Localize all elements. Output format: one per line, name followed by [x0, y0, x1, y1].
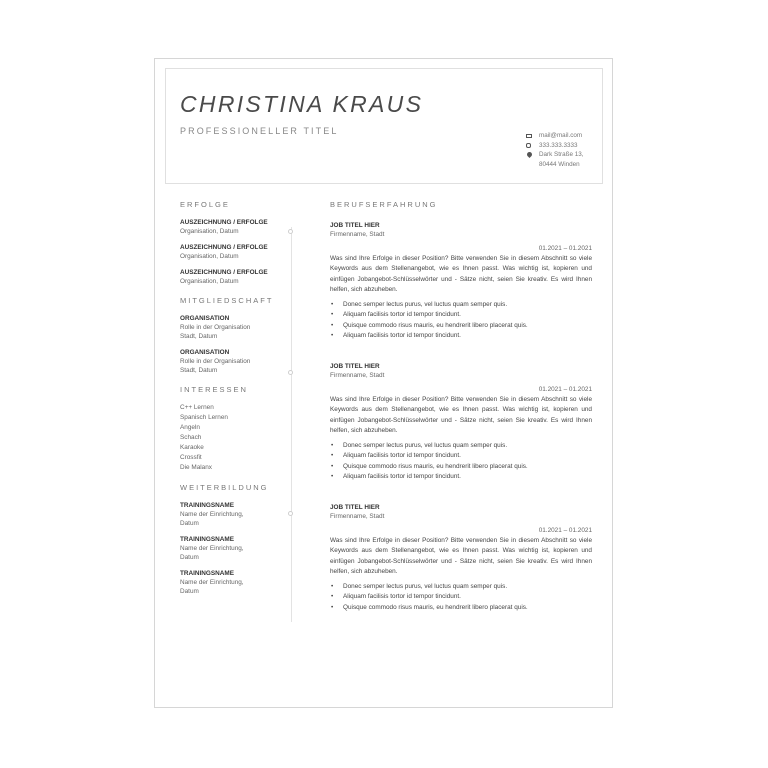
membership-entry: [180, 314, 295, 341]
interest-item: Angeln: [180, 424, 200, 431]
job-bullet: • Quisque commodo risus mauris, eu hendrerit libero placerat quis.: [330, 462, 592, 472]
job-company: Firmenname, Stadt: [330, 513, 385, 520]
achievement-detail: Organisation, Datum: [180, 253, 239, 260]
location-pin-icon: [526, 150, 539, 160]
interest-item: Crossfit: [180, 454, 202, 461]
job-bullet: • Aliquam facilisis tortor id tempor tincidunt.: [330, 451, 592, 461]
training-entry: [180, 535, 295, 562]
job-title: JOB TITEL HIER: [330, 363, 380, 370]
membership-entry: [180, 348, 295, 375]
contact-email-row: [526, 131, 583, 141]
achievement-title: AUSZEICHNUNG / ERFOLGE: [180, 219, 268, 226]
job-entry: [330, 503, 592, 613]
mail-icon: [526, 131, 539, 141]
job-entry: [330, 362, 592, 503]
contact-address-row: [526, 150, 583, 169]
section-heading-interests: INTERESSEN: [180, 385, 248, 394]
resume-page: [154, 58, 613, 708]
training-institution: Name der Einrichtung,: [180, 579, 244, 586]
training-entry: [180, 569, 295, 596]
training-entry: [180, 501, 295, 528]
interest-item: Spanisch Lernen: [180, 414, 228, 421]
membership-role: Rolle in der Organisation: [180, 324, 251, 331]
section-heading-achievements: ERFOLGE: [180, 200, 230, 209]
achievement-detail: Organisation, Datum: [180, 228, 239, 235]
job-title: JOB TITEL HIER: [330, 222, 380, 229]
job-bullet: • Quisque commodo risus mauris, eu hendrerit libero placerat quis.: [330, 603, 592, 613]
training-date: Datum: [180, 588, 199, 595]
section-heading-training: WEITERBILDUNG: [180, 483, 269, 492]
job-date: 01.2021 – 01.2021: [538, 527, 592, 534]
training-institution: Name der Einrichtung,: [180, 511, 244, 518]
training-institution: Name der Einrichtung,: [180, 545, 244, 552]
job-entry: [330, 221, 592, 362]
job-description: Was sind Ihre Erfolge in dieser Position? Bitte verwenden Sie in diesem Abschnitt so viele Keywords aus dem Stellenangebot, wie es Ihnen passt. Was wichtig ist, kopieren und einfügen Jobangebot-Schlüsselwörter und - Sätze nicht, seien Sie kreativ. Es wird Ihnen helfen, sich abzuheben.: [330, 255, 592, 293]
achievement-entry: [180, 268, 295, 286]
job-bullet: • Donec semper lectus purus, vel luctus quam semper quis.: [330, 441, 592, 451]
interests-list: [180, 403, 295, 473]
job-bullet: • Quisque commodo risus mauris, eu hendrerit libero placerat quis.: [330, 321, 592, 331]
contact-phone-row: [526, 141, 583, 151]
job-title: JOB TITEL HIER: [330, 504, 380, 511]
job-date: 01.2021 – 01.2021: [538, 386, 592, 393]
achievement-detail: Organisation, Datum: [180, 278, 239, 285]
achievement-entry: [180, 243, 295, 261]
achievement-title: AUSZEICHNUNG / ERFOLGE: [180, 244, 268, 251]
job-company: Firmenname, Stadt: [330, 231, 385, 238]
interest-item: Die Malanx: [180, 464, 212, 471]
professional-title: PROFESSIONELLER TITEL: [180, 126, 339, 136]
job-description: Was sind Ihre Erfolge in dieser Position? Bitte verwenden Sie in diesem Abschnitt so viele Keywords aus dem Stellenangebot, wie es Ihnen passt. Was wichtig ist, kopieren und einfügen Jobangebot-Schlüsselwörter und - Sätze nicht, seien Sie kreativ. Es wird Ihnen helfen, sich abzuheben.: [330, 537, 592, 575]
interest-item: C++ Lernen: [180, 404, 214, 411]
membership-date: Stadt, Datum: [180, 367, 218, 374]
training-date: Datum: [180, 520, 199, 527]
contact-address-line2: 80444 Winden: [539, 160, 580, 168]
contact-phone: 333.333.3333: [539, 141, 578, 149]
section-heading-experience: BERUFSERFAHRUNG: [330, 200, 438, 209]
job-bullet: • Aliquam facilisis tortor id tempor tincidunt.: [330, 592, 592, 602]
job-bullet: • Aliquam facilisis tortor id tempor tincidunt.: [330, 310, 592, 320]
right-column: [330, 200, 592, 613]
job-description: Was sind Ihre Erfolge in dieser Position? Bitte verwenden Sie in diesem Abschnitt so viele Keywords aus dem Stellenangebot, wie es Ihnen passt. Was wichtig ist, kopieren und einfügen Jobangebot-Schlüsselwörter und - Sätze nicht, seien Sie kreativ. Es wird Ihnen helfen, sich abzuheben.: [330, 396, 592, 434]
interest-item: Schach: [180, 434, 202, 441]
training-title: TRAININGSNAME: [180, 536, 234, 543]
job-bullet: • Aliquam facilisis tortor id tempor tincidunt.: [330, 331, 592, 341]
training-date: Datum: [180, 554, 199, 561]
phone-icon: [526, 141, 539, 151]
membership-date: Stadt, Datum: [180, 333, 218, 340]
left-column: [180, 200, 295, 603]
achievement-title: AUSZEICHNUNG / ERFOLGE: [180, 269, 268, 276]
job-date: 01.2021 – 01.2021: [538, 245, 592, 252]
section-heading-membership: MITGLIEDSCHAFT: [180, 296, 274, 305]
job-company: Firmenname, Stadt: [330, 372, 385, 379]
membership-title: ORGANISATION: [180, 315, 230, 322]
interest-item: Karaoke: [180, 444, 204, 451]
contact-block: [526, 131, 583, 169]
job-bullets: [330, 582, 592, 613]
contact-address-line1: Dark Straße 13,: [539, 151, 584, 158]
job-bullets: [330, 441, 592, 482]
header-box: [165, 68, 603, 184]
membership-title: ORGANISATION: [180, 349, 230, 356]
job-bullet: • Aliquam facilisis tortor id tempor tincidunt.: [330, 472, 592, 482]
job-bullets: [330, 300, 592, 341]
membership-role: Rolle in der Organisation: [180, 358, 251, 365]
job-bullet: • Donec semper lectus purus, vel luctus quam semper quis.: [330, 582, 592, 592]
candidate-name: CHRISTINA KRAUS: [180, 91, 424, 117]
training-title: TRAININGSNAME: [180, 570, 234, 577]
contact-email: mail@mail.com: [539, 132, 583, 139]
job-bullet: • Donec semper lectus purus, vel luctus quam semper quis.: [330, 300, 592, 310]
achievement-entry: [180, 218, 295, 236]
training-title: TRAININGSNAME: [180, 502, 234, 509]
